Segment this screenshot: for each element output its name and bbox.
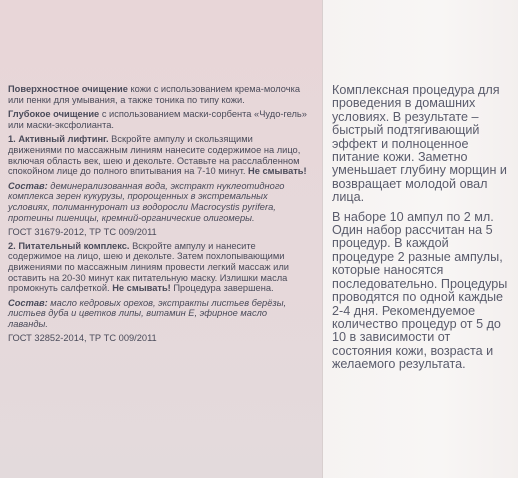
step2-end: Процедура завершена. (170, 283, 274, 294)
composition1-label: Состав: (8, 180, 48, 191)
description-column (332, 84, 512, 378)
surface-cleansing-paragraph (8, 84, 308, 105)
surface-cleansing-heading: Поверхностное очищение (8, 84, 128, 94)
step1-warning: Не смывать! (248, 166, 307, 177)
instructions-column (8, 84, 308, 347)
step1-title: 1. Активный лифтинг. (8, 134, 109, 145)
description-paragraph-1: Комплексная процедура для проведения в домашних условиях. В результате – быстрый подтягивающий эффект и полноценное питание кожи. Заметно уменьшает глубину морщин и возвращает молодой овал лица. (332, 83, 507, 205)
step1-paragraph (8, 134, 308, 176)
composition2-text: масло кедровых орехов, экстракты листьев берёзы, листьев дуба и цветков липы, витамин Е, эфирное масло лаванды. (8, 297, 287, 329)
step1-text: Вскройте ампулу и скользящими движениями по массажным линиям нанесите содержимое на лицо, включая область век, шею и декольте. Оставьте на расслабленном спокойном лице до полного впитывания на 7-10 минут. (8, 134, 301, 177)
step2-title: 2. Питательный комплекс. (8, 240, 130, 251)
deep-cleansing-paragraph (8, 109, 308, 130)
composition1-text: деминерализованная вода, экстракт нуклеотидного комплекса зерен кукурузы, пророщенных в экстремальных условиях, полиманнуронат из водоросли Macrocystis pyrifera, протеины пшеницы, кремний-органические олигомеры. (8, 180, 285, 223)
step2-paragraph (8, 241, 308, 294)
description-paragraph-2: В наборе 10 ампул по 2 мл. Один набор рассчитан на 5 процедур. В каждой процедуре 2 разные ампулы, которые наносятся последовательно. Процедуры проводятся по одной каждые 2-4 дня. Рекомендуемое количество процедур от 5 до 10 в зависимости от состояния кожи, возраста и желаемого результата. (332, 209, 508, 372)
composition2-paragraph (8, 298, 308, 330)
composition2-label: Состав: (8, 297, 48, 308)
step2-warning: Не смывать! (112, 283, 171, 294)
surface-cleansing-text: кожи с использованием крема-молочка или пенки для умывания, а также тоника по типу кожи. (8, 84, 301, 105)
composition1-paragraph (8, 181, 308, 223)
step2-text: Вскройте ампулу и нанесите содержимое на лицо, шею и декольте. Затем похлопывающими движениями по массажным линиям провести легкий массаж или оставить на 20-30 минут как питательную маску. Излишки масла промокнуть салфеткой. (8, 240, 289, 294)
deep-cleansing-heading: Глубокое очищение (8, 109, 100, 120)
gost1: ГОСТ 31679-2012, ТР ТС 009/2011 (8, 227, 157, 238)
gost2: ГОСТ 32852-2014, ТР ТС 009/2011 (8, 333, 157, 344)
deep-cleansing-text: с использованием маски-сорбента «Чудо-гель» или маски-эксфолианта. (8, 109, 307, 130)
